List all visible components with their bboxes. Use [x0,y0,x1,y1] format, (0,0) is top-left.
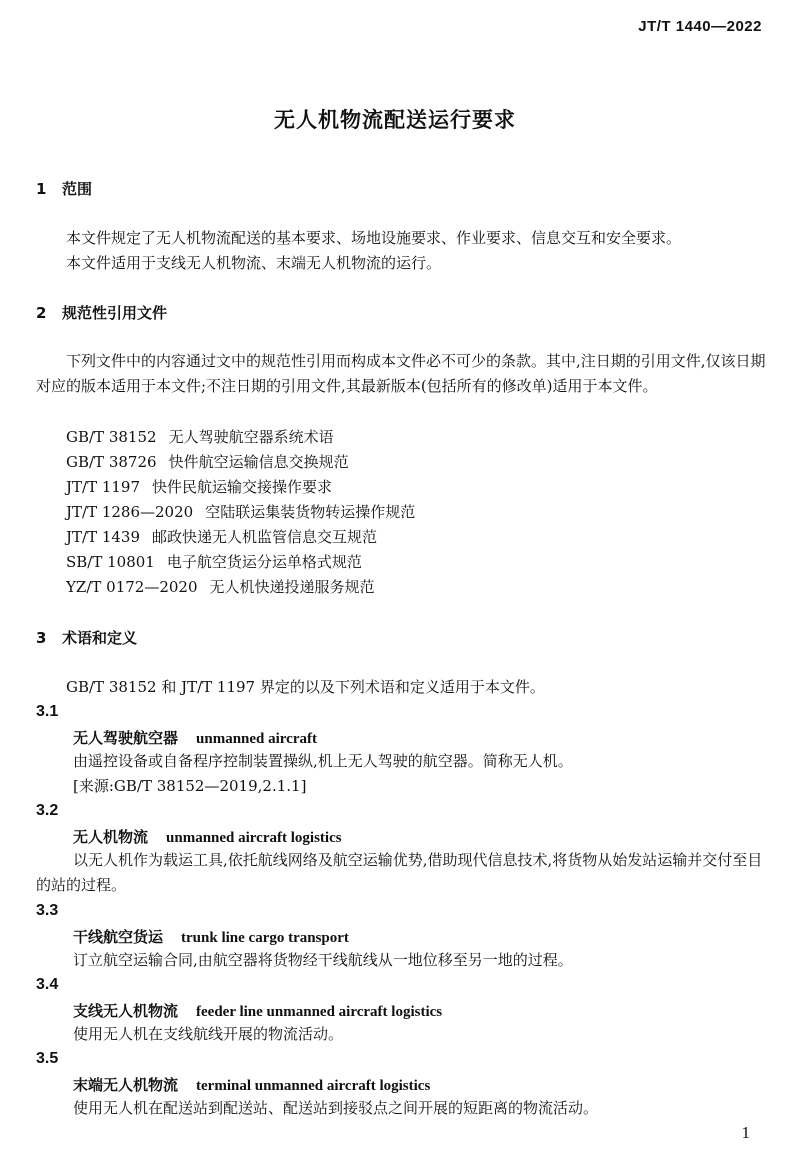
reference-code: YZ/T 0172—2020 [66,578,198,596]
term-number: 3.2 [36,802,59,819]
term-en: unmanned aircraft logistics [166,830,342,846]
section-1-heading [36,178,92,199]
term-definition: 使用无人机在支线航线开展的物流活动。 [73,1025,344,1043]
term-name [73,727,317,748]
section-title: 范围 [62,180,93,198]
standard-code: JT/T 1440—2022 [638,18,762,35]
reference-title: 快件民航运输交接操作要求 [152,478,333,496]
term-name [73,926,349,947]
reference-title: 邮政快递无人机监管信息交互规范 [152,528,378,546]
reference-title: 无人机快递投递服务规范 [209,578,375,596]
term-definition: 以无人机作为载运工具,依托航线网络及航空运输优势,借助现代信息技术,将货物从始发站运输并交付至目的站的过程。 [36,851,763,894]
section-3-heading [36,627,137,648]
term-zh: 无人驾驶航空器 [73,729,179,747]
term-zh: 末端无人机物流 [73,1076,179,1094]
reference-title: 空陆联运集装货物转运操作规范 [205,503,416,521]
page-title: 无人机物流配送运行要求 [274,108,516,132]
reference-code: JT/T 1197 [66,478,141,496]
reference-item [66,525,415,550]
terms-intro: GB/T 38152 和 JT/T 1197 界定的以及下列术语和定义适用于本文件。 [66,678,545,696]
term-number: 3.4 [36,976,59,993]
term-definition: 订立航空运输合同,由航空器将货物经干线航线从一地位移至另一地的过程。 [73,951,573,969]
reference-code: GB/T 38726 [66,453,157,471]
page-number: 1 [741,1123,750,1142]
term-definition: 使用无人机在配送站到配送站、配送站到接驳点之间开展的短距离的物流活动。 [73,1099,599,1117]
term-en: feeder line unmanned aircraft logistics [196,1004,443,1020]
reference-item [66,475,415,500]
reference-list [66,425,415,600]
reference-item [66,500,415,525]
reference-item [66,550,415,575]
reference-code: SB/T 10801 [66,553,155,571]
reference-item [66,450,415,475]
term-name [73,1000,442,1021]
reference-code: GB/T 38152 [66,428,157,446]
reference-title: 无人驾驶航空器系统术语 [168,428,334,446]
reference-code: JT/T 1286—2020 [66,503,194,521]
term-number: 3.1 [36,703,59,720]
section-2-heading [36,302,167,323]
term-name [73,826,342,847]
section-number: 3 [36,629,47,647]
scope-paragraph-2: 本文件适用于支线无人机物流、末端无人机物流的运行。 [66,254,442,272]
term-definition: 由遥控设备或自备程序控制装置操纵,机上无人驾驶的航空器。简称无人机。 [73,752,573,770]
reference-title: 电子航空货运分运单格式规范 [166,553,362,571]
section-number: 2 [36,304,47,322]
section-title: 术语和定义 [62,629,138,647]
references-intro: 下列文件中的内容通过文中的规范性引用而构成本文件必不可少的条款。其中,注日期的引用文件,仅该日期对应的版本适用于本文件;不注日期的引用文件,其最新版本(包括所有的修改单)适用于本文件。 [36,352,766,395]
reference-item [66,575,415,600]
section-number: 1 [36,180,47,198]
scope-paragraph-1: 本文件规定了无人机物流配送的基本要求、场地设施要求、作业要求、信息交互和安全要求。 [66,229,682,247]
term-en: terminal unmanned aircraft logistics [196,1078,431,1094]
term-zh: 支线无人机物流 [73,1002,179,1020]
reference-code: JT/T 1439 [66,528,141,546]
section-title: 规范性引用文件 [62,304,168,322]
term-zh: 干线航空货运 [73,928,164,946]
term-zh: 无人机物流 [73,828,149,846]
reference-title: 快件航空运输信息交换规范 [168,453,349,471]
term-en: unmanned aircraft [196,731,317,747]
term-name [73,1074,430,1095]
reference-item [66,425,415,450]
term-source: [来源:GB/T 38152—2019,2.1.1] [73,777,307,795]
term-number: 3.5 [36,1050,59,1067]
term-number: 3.3 [36,902,59,919]
term-en: trunk line cargo transport [181,930,349,946]
